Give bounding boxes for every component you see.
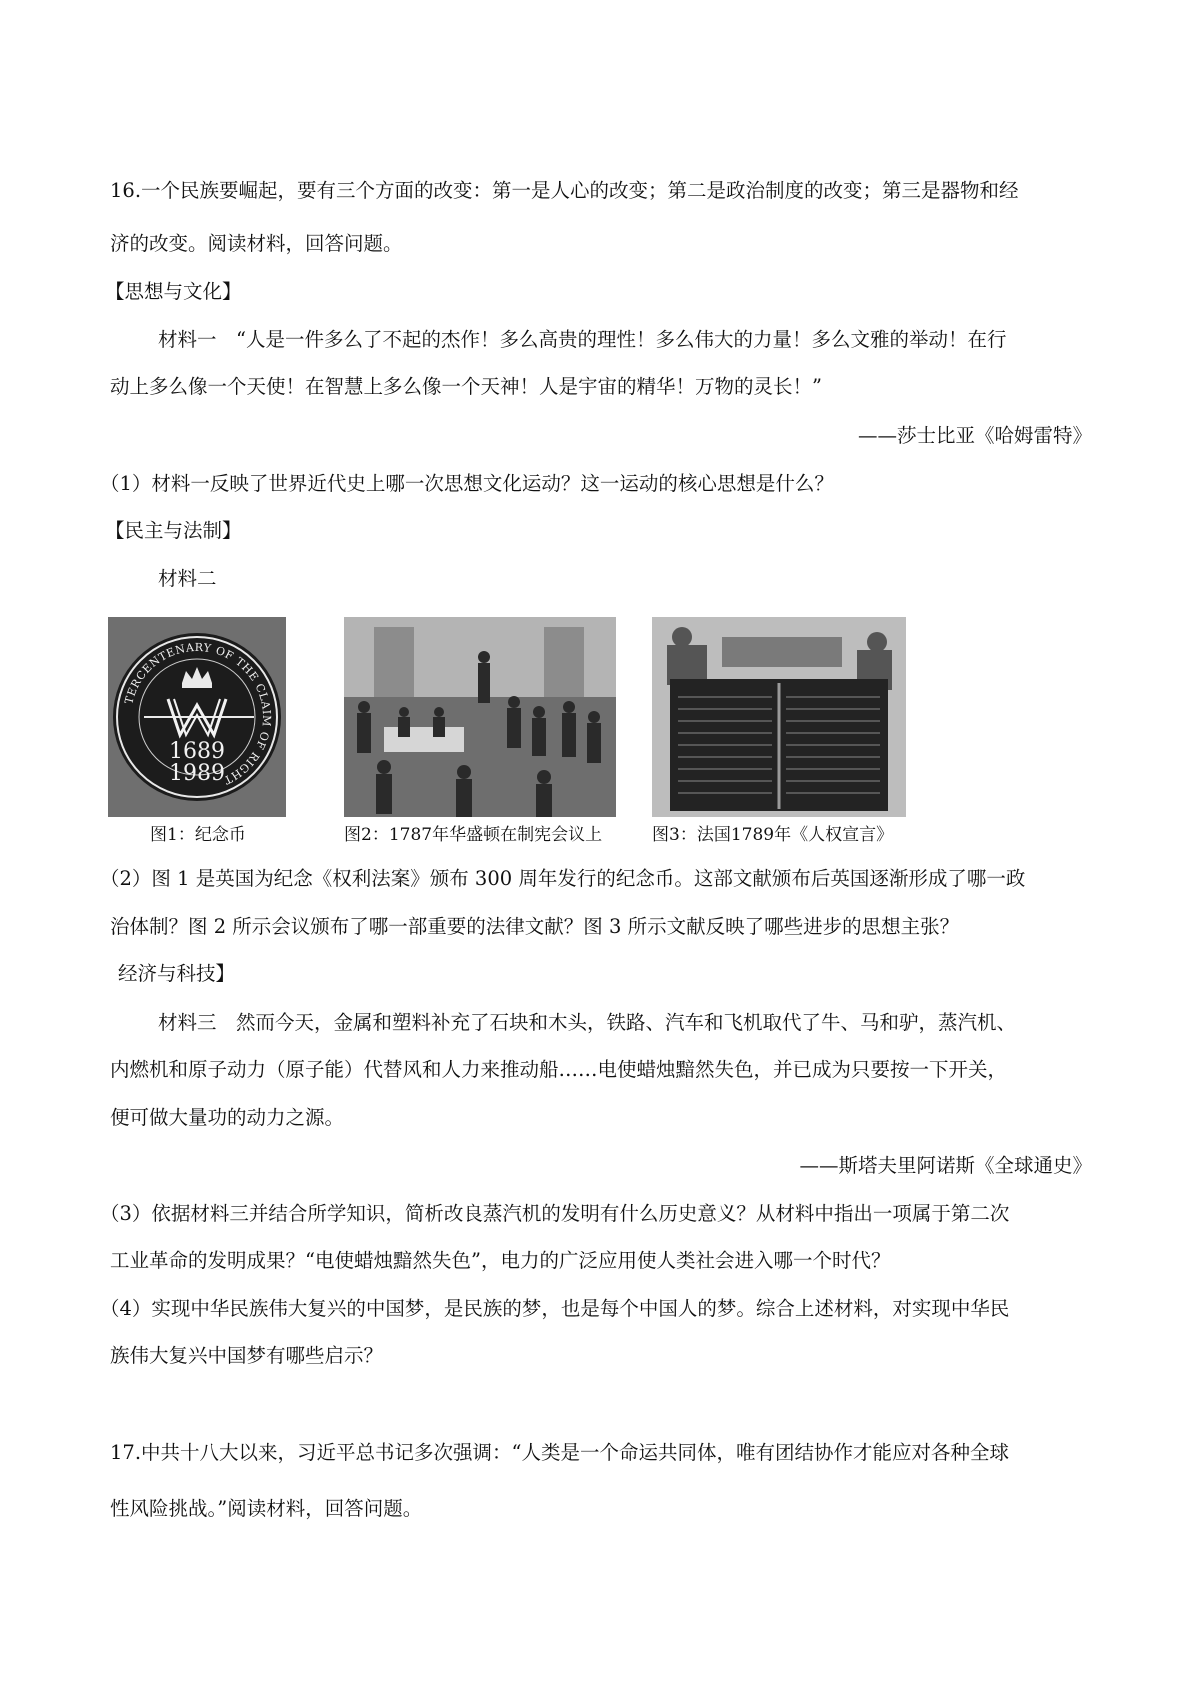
figure2-caption: 图2：1787年华盛顿在制宪会议上: [344, 825, 603, 845]
figure1-caption: 图1：纪念币: [150, 825, 246, 845]
q16-stem-line2: 济的改变。阅读材料，回答问题。: [110, 232, 403, 255]
question3-line1: （3）依据材料三并结合所学知识，简析改良蒸汽机的发明有什么历史意义？从材料中指出一项属于第二次: [100, 1202, 1010, 1225]
q16-stem-line1: 16.一个民族要崛起，要有三个方面的改变：第一是人心的改变；第二是政治制度的改变；第三是器物和经: [110, 179, 1019, 202]
material1-source: ——莎士比亚《哈姆雷特》: [857, 424, 1092, 447]
question2-line1: （2）图 1 是英国为纪念《权利法案》颁布 300 周年发行的纪念币。这部文献颁布后英国逐渐形成了哪一政: [100, 867, 1026, 890]
coin-year-1689: 1689: [169, 739, 225, 764]
figure3-declaration-image: [652, 617, 906, 817]
figure3-caption: 图3：法国1789年《人权宣言》: [652, 825, 894, 845]
section-heading-thought-culture: 【思想与文化】: [105, 280, 242, 303]
question3-line2: 工业革命的发明成果？“电使蜡烛黯然失色”，电力的广泛应用使人类社会进入哪一个时代？: [110, 1249, 891, 1272]
figure1-coin: [108, 617, 286, 817]
material3-line1: 材料三 然而今天，金属和塑料补充了石块和木头，铁路、汽车和飞机取代了牛、马和驴，蒸汽机、: [158, 1011, 1017, 1034]
q17-stem-line1: 17.中共十八大以来，习近平总书记多次强调：“人类是一个命运共同体，唯有团结协作才能应对各种全球: [110, 1441, 1009, 1464]
figure2-convention-painting: [344, 617, 616, 817]
material1-line1: 材料一 “人是一件多么了不起的杰作！多么高贵的理性！多么伟大的力量！多么文雅的举动！在行: [158, 328, 1007, 351]
material3-source: ——斯塔夫里阿诺斯《全球通史》: [799, 1154, 1092, 1177]
q17-stem-line2: 性风险挑战。”阅读材料，回答问题。: [110, 1497, 423, 1520]
material2-label: 材料二: [158, 567, 217, 590]
question1: （1）材料一反映了世界近代史上哪一次思想文化运动？这一运动的核心思想是什么？: [100, 472, 834, 495]
material3-line3: 便可做大量功的动力之源。: [110, 1106, 345, 1129]
section-heading-economy-tech: 经济与科技】: [118, 962, 236, 985]
material3-line2: 内燃机和原子动力（原子能）代替风和人力来推动船……电使蜡烛黯然失色，并已成为只要按一下开关，: [110, 1058, 1008, 1081]
section-heading-democracy-law: 【民主与法制】: [105, 519, 242, 542]
coin-ring-text: TERCENTENARY OF THE CLAIM OF RIGHT: [122, 640, 274, 787]
material1-line2: 动上多么像一个天使！在智慧上多么像一个天神！人是宇宙的精华！万物的灵长！”: [110, 375, 822, 398]
question4-line1: （4）实现中华民族伟大复兴的中国梦，是民族的梦，也是每个中国人的梦。综合上述材料，对实现中华民: [100, 1297, 1010, 1320]
question2-line2: 治体制？图 2 所示会议颁布了哪一部重要的法律文献？图 3 所示文献反映了哪些进步的思想主张？: [110, 915, 960, 938]
coin-year-1989: 1989: [169, 761, 225, 786]
question4-line2: 族伟大复兴中国梦有哪些启示？: [110, 1344, 384, 1367]
